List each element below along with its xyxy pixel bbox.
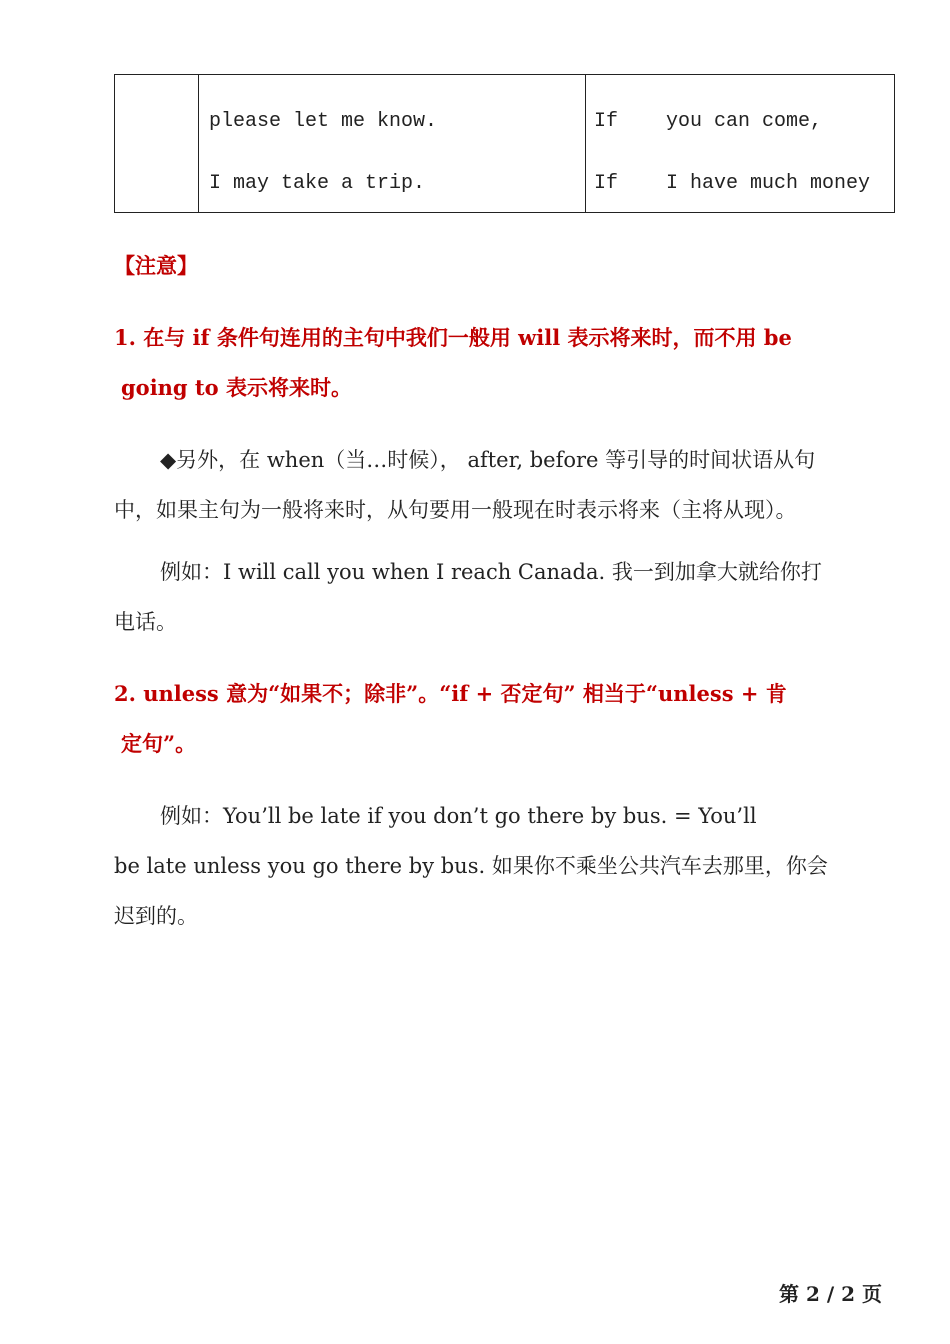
example2-line1: 例如：You’ll be late if you don’t go there by bus. = You’ll [160, 804, 757, 828]
note2-line2: 定句”。 [121, 731, 197, 756]
example2-line2: be late unless you go there by bus. 如果你不乘坐公共汽车去那里，你会 [114, 854, 828, 878]
page-number: 第 2 / 2 页 [779, 1282, 882, 1306]
note-heading: 【注意】 [114, 253, 198, 278]
if-clause-1: If you can come, [594, 110, 823, 133]
main-clause-1: please let me know. [209, 110, 438, 133]
note1-line1: 1. 在与 if 条件句连用的主句中我们一般用 will 表示将来时，而不用 be [114, 325, 792, 350]
note2-line1: 2. unless 意为“如果不；除非”。“if + 否定句” 相当于“unless + 肯 [114, 681, 787, 706]
para1-line1: ◆另外，在 when（当…时候）， after, before 等引导的时间状语从句 [160, 448, 816, 472]
note1-line2: going to 表示将来时。 [121, 375, 352, 400]
para1-line2: 中，如果主句为一般将来时，从句要用一般现在时表示将来（主将从现）。 [114, 498, 797, 522]
example1-line1: 例如：I will call you when I reach Canada. 我一到加拿大就给你打 [160, 560, 822, 584]
example1-line2: 电话。 [114, 610, 177, 634]
if-clause-2: If I have much money [594, 172, 871, 195]
example2-line3: 迟到的。 [114, 904, 198, 928]
table-cell-empty [115, 75, 199, 213]
main-clause-2: I may take a trip. [209, 172, 426, 195]
